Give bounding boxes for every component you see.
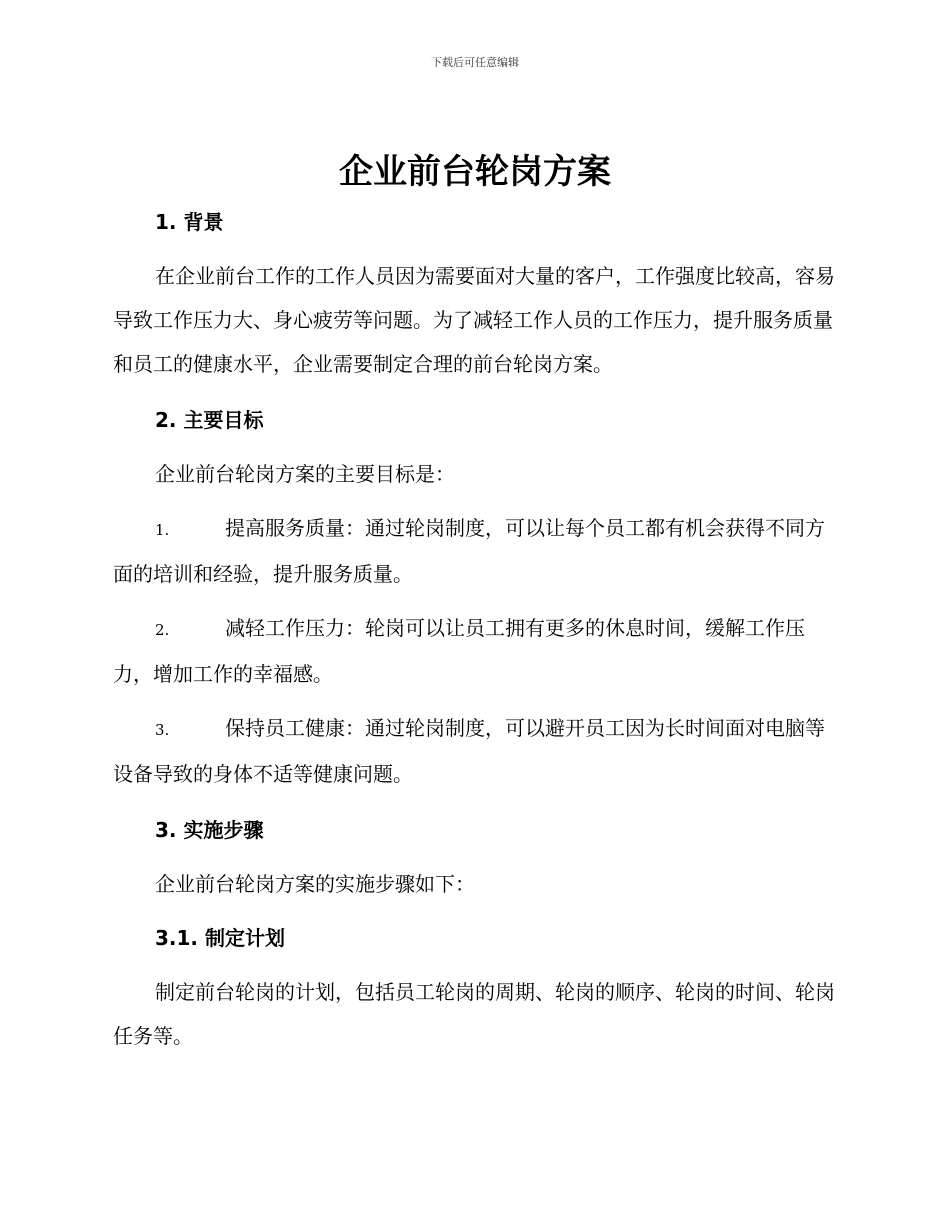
goal-list-number: 3. [155, 721, 170, 739]
plan-paragraph: 制定前台轮岗的计划，包括员工轮岗的周期、轮岗的顺序、轮岗的时间、轮岗任务等。 [113, 980, 835, 1048]
section-heading-goals: 2. 主要目标 [155, 408, 264, 432]
background-paragraph: 在企业前台工作的工作人员因为需要面对大量的客户，工作强度比较高，容易导致工作压力大、身心疲劳等问题。为了减轻工作人员的工作压力，提升服务质量和员工的健康水平，企业需要制定合理的前台轮岗方案。 [113, 264, 835, 376]
goals-intro: 企业前台轮岗方案的主要目标是： [155, 462, 455, 486]
goal-list-item [113, 706, 835, 796]
section-heading-background: 1. 背景 [155, 210, 224, 234]
goal-list-number: 1. [155, 521, 170, 539]
goal-list-item [113, 606, 835, 696]
goal-list-text: 保持员工健康：通过轮岗制度，可以避开员工因为长时间面对电脑等设备导致的身体不适等健康问题。 [113, 716, 825, 786]
subsection-heading-plan: 3.1. 制定计划 [155, 926, 285, 950]
section-heading-steps: 3. 实施步骤 [155, 818, 264, 842]
goal-list-text: 减轻工作压力：轮岗可以让员工拥有更多的休息时间，缓解工作压力，增加工作的幸福感。 [113, 616, 805, 686]
goal-list-number: 2. [155, 621, 170, 639]
goal-list-item [113, 506, 835, 596]
goal-list-text: 提高服务质量：通过轮岗制度，可以让每个员工都有机会获得不同方面的培训和经验，提升服务质量。 [113, 516, 825, 586]
page-header-note: 下载后可任意编辑 [431, 56, 519, 69]
document-title: 企业前台轮岗方案 [339, 152, 611, 192]
document-body [113, 200, 835, 1058]
steps-intro: 企业前台轮岗方案的实施步骤如下： [155, 872, 475, 896]
